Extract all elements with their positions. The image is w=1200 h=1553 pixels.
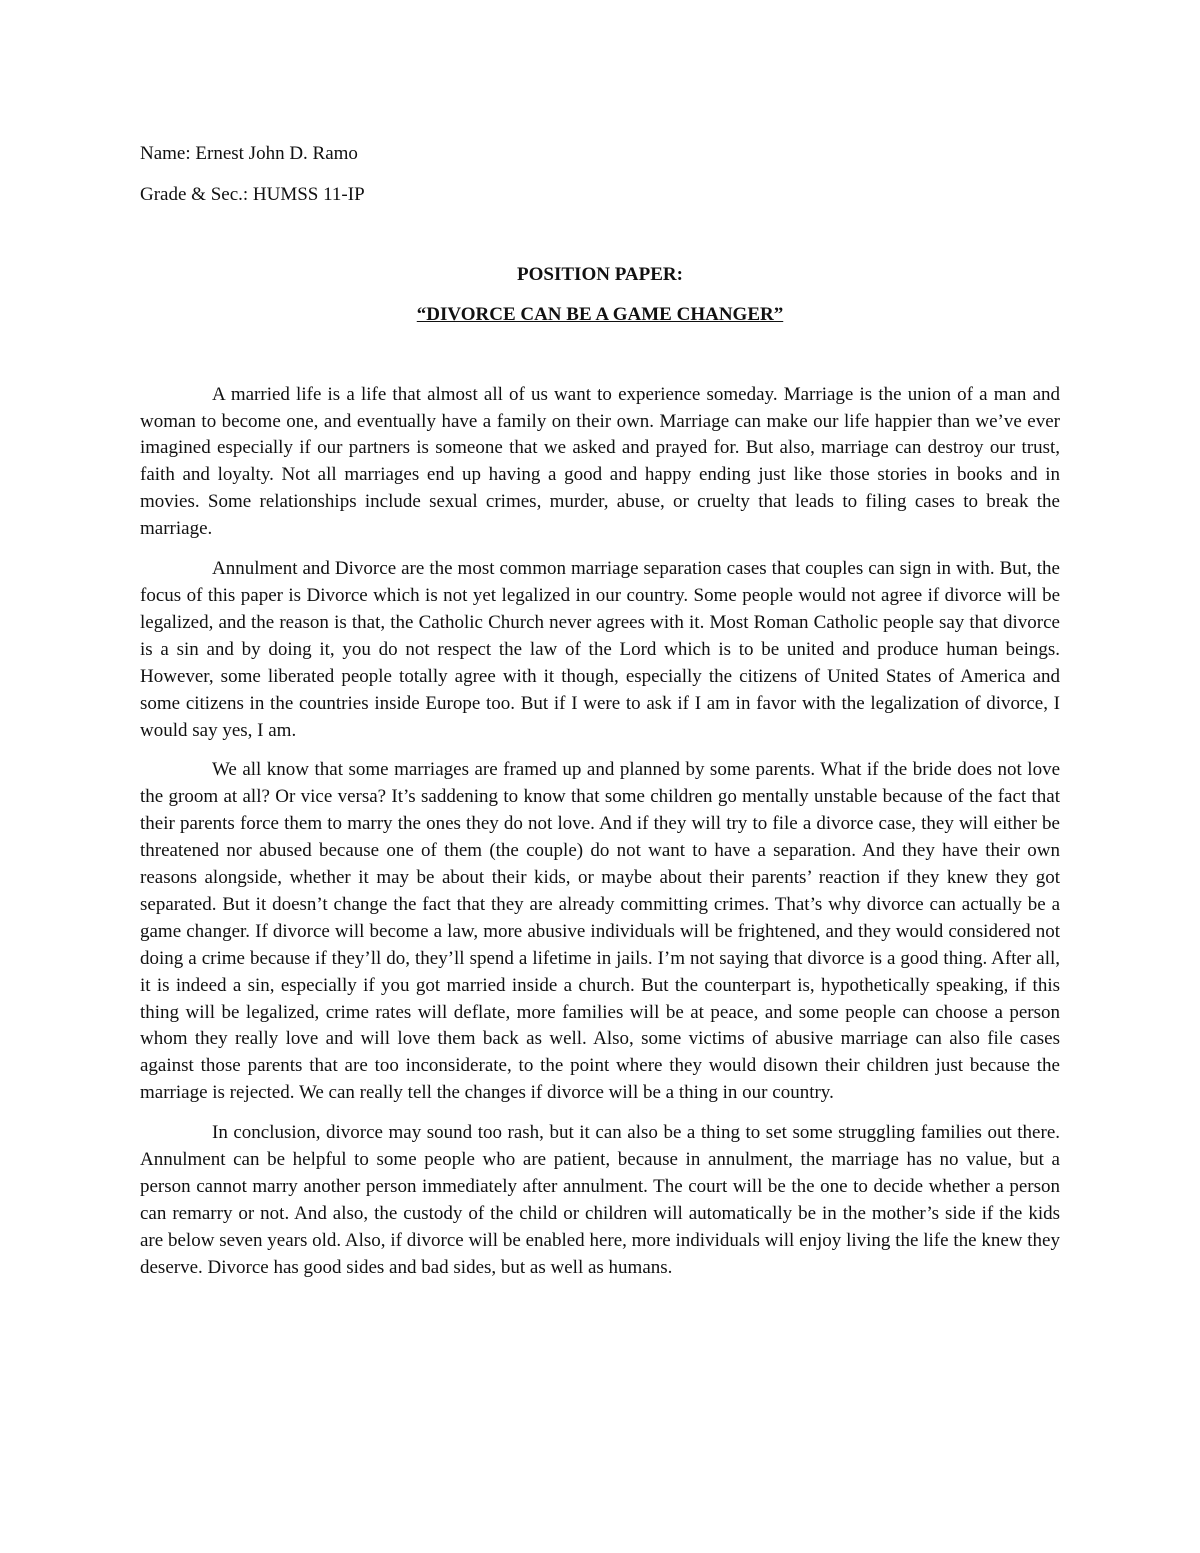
student-name: Name: Ernest John D. Ramo bbox=[140, 143, 358, 164]
paper-type-heading: POSITION PAPER: bbox=[517, 263, 683, 285]
paper-body bbox=[140, 382, 1060, 1282]
document-content bbox=[140, 141, 1060, 1295]
student-info bbox=[140, 141, 1060, 209]
paragraph-introduction: A married life is a life that almost all of us want to experience someday. Marriage is the union of a man and woman to become one, and eventually have a family on their own. Marriage can make our life happier than we’ve ever imagined especially if our partners is someone that we asked and prayed for. But also, marriage can destroy our trust, faith and loyalty. Not all marriages end up having a good and happy ending just like those stories in books and in movies. Some relationships include sexual crimes, murder, abuse, or cruelty that leads to filing cases to break the marriage. bbox=[140, 383, 1060, 540]
paragraph-conclusion: In conclusion, divorce may sound too rash, but it can also be a thing to set some struggling families out there. Annulment can be helpful to some people who are patient, because in annulment, the marriage has no value, but a person cannot marry another person immediately after annulment. The court will be the one to decide whether a person can remarry or not. And also, the custody of the child or children will automatically be in the mother’s side if the kids are below seven years old. Also, if divorce will be enabled here, more individuals will enjoy living the life the knew they deserve. Divorce has good sides and bad sides, but as well as humans. bbox=[140, 1122, 1060, 1278]
grade-section: Grade & Sec.: HUMSS 11-IP bbox=[140, 183, 365, 205]
paragraph-position: Annulment and Divorce are the most common marriage separation cases that couples can sign in with. But, the focus of this paper is Divorce which is not yet legalized in our country. Some people would not agree if divorce will be legalized, and the reason is that, the Catholic Church never agrees with it. Most Roman Catholic people say that divorce is a sin and by doing it, you do not respect the law of the Lord which is to be united and produce human beings. However, some liberated people totally agree with it though, especially the citizens of United States of America and some citizens in the countries inside Europe too. But if I were to ask if I am in favor with the legalization of divorce, I would say yes, I am. bbox=[140, 558, 1060, 741]
paragraph-argument: We all know that some marriages are framed up and planned by some parents. What if the bride does not love the groom at all? Or vice versa? It’s saddening to know that some children go mentally unstable because of the fact that their parents force them to marry the ones they do not love. And if they will try to file a divorce case, they will either be threatened nor abused because one of them (the couple) do not want to have a separation. And they have their own reasons alongside, whether it may be about their kids, or maybe about their parents’ reaction if they knew they got separated. But it doesn’t change the fact that they are already committing crimes. That’s why divorce can actually be a game changer. If divorce will become a law, more abusive individuals will be frightened, and they would considered not doing a crime because if they’ll do, they’ll spend a lifetime in jails. I’m not saying that divorce is a good thing. After all, it is indeed a sin, especially if you got married inside a church. But the counterpart is, hypothetically speaking, if this thing will be legalized, crime rates will deflate, more families will be at peace, and some people can choose a person whom they really love and will love them back as well. Also, some victims of abusive marriage can also file cases against those parents that are too inconsiderate, to the point where they would disown their children just because the marriage is rejected. We can really tell the changes if divorce will be a thing in our country. bbox=[140, 759, 1060, 1104]
paper-title: “DIVORCE CAN BE A GAME CHANGER” bbox=[416, 303, 784, 325]
title-block bbox=[140, 262, 1060, 329]
